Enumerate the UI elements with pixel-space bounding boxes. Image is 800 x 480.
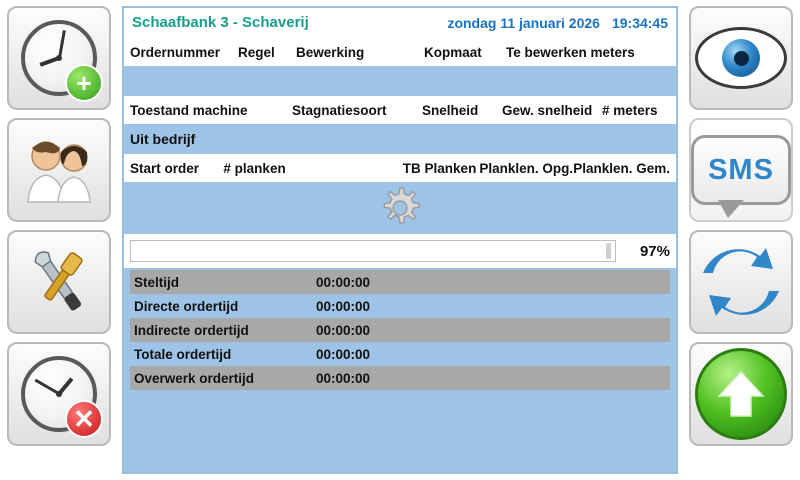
sync-arrows-icon [699,243,783,321]
progress-handle[interactable] [606,243,611,259]
column-header-tb-planken: TB Planken [402,160,477,176]
time-label: Steltijd [134,274,180,290]
machine-table-header [124,96,676,124]
time-label: Directe ordertijd [134,298,239,314]
sms-bubble-icon [691,135,791,205]
table-row [130,270,670,294]
column-header-kopmaat: Kopmaat [424,44,482,60]
progress-percent-label: 97% [639,242,670,260]
sms-label: SMS [708,153,774,186]
column-header-planklen-gem: Planklen. Gem. [573,160,670,176]
table-row [130,318,670,342]
time-label: Overwerk ordertijd [134,370,255,386]
people-icon [16,130,102,210]
column-header-ordernummer: Ordernummer [130,44,221,60]
column-header-gew-snelheid: Gew. snelheid [502,102,593,118]
machine-status-panel [122,6,678,474]
left-toolbar [0,0,118,480]
progress-bar-area [124,234,676,268]
time-value: 00:00:00 [316,346,371,362]
time-label: Indirecte ordertijd [134,322,249,338]
column-header-planklen-opg: Planklen. Opg. [479,160,574,176]
refresh-button[interactable] [689,230,793,334]
order-table-header [124,38,676,66]
header-time: 19:34:45 [611,14,668,31]
time-value: 00:00:00 [316,298,371,314]
header-datetime [447,15,668,31]
table-row [130,342,670,366]
panel-titlebar [124,8,676,38]
arrow-up-icon [695,348,787,440]
cancel-badge-icon: ✕ [65,400,103,438]
page-title: Schaafbank 3 - Schaverij [132,14,309,31]
order-table-row[interactable] [124,66,676,96]
view-button[interactable] [689,6,793,110]
planks-table-header [124,154,676,182]
wrench-screwdriver-icon [16,242,102,322]
machine-table-row[interactable] [124,124,676,154]
main-panel [118,0,682,480]
column-header-stagnatiesoort: Stagnatiesoort [292,102,387,118]
column-header-bewerking: Bewerking [296,44,365,60]
column-header-meters: # meters [602,102,658,118]
right-toolbar [682,0,800,480]
time-value: 00:00:00 [316,370,371,386]
tools-button[interactable] [7,230,111,334]
header-date: zondag 11 januari 2026 [447,14,600,31]
column-header-regel: Regel [238,44,275,60]
clock-cancel-button[interactable] [7,342,111,446]
progress-track[interactable] [130,240,616,262]
time-value: 00:00:00 [316,274,371,290]
column-header-planken: # planken [223,160,286,176]
eye-icon [695,27,787,89]
sms-button[interactable] [689,118,793,222]
cell-toestand-machine: Uit bedrijf [130,131,196,147]
loading-band [124,182,676,234]
table-row [130,294,670,318]
plus-badge-icon: + [65,64,103,102]
times-table [124,268,676,472]
gear-spinner-icon [378,186,422,230]
column-header-start-order: Start order [130,160,200,176]
column-header-te-bewerken-meters: Te bewerken meters [506,44,635,60]
table-row [130,366,670,390]
up-button[interactable] [689,342,793,446]
column-header-toestand-machine: Toestand machine [130,102,248,118]
time-value: 00:00:00 [316,322,371,338]
column-header-snelheid: Snelheid [422,102,479,118]
clock-add-button[interactable] [7,6,111,110]
users-button[interactable] [7,118,111,222]
time-label: Totale ordertijd [134,346,232,362]
